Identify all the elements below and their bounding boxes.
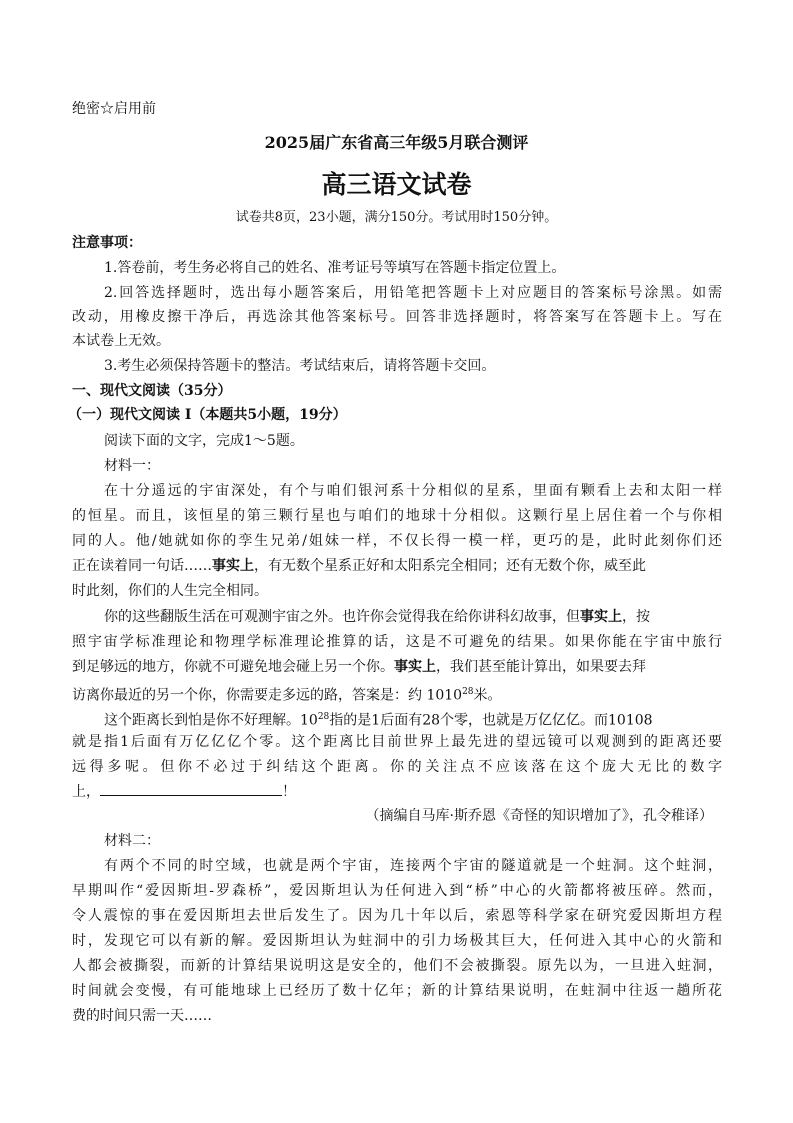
confidential-mark: 绝密☆启用前 bbox=[72, 101, 156, 117]
text-segment: 这个距离长到怕是你不好理解。10 bbox=[104, 712, 318, 729]
notice-heading: 注意事项： bbox=[72, 235, 142, 251]
subject-title: 高三语文试卷 bbox=[321, 170, 472, 199]
text-segment: 访离你最近的另一个你，你需要走多远的路，答案是：约 1010 bbox=[72, 687, 463, 704]
emphasis-text: 事实上 bbox=[580, 609, 622, 625]
text-segment: ，有无数个星系正好和太阳系完全相同；还有无数个你，威至此 bbox=[254, 558, 646, 574]
material-2-line-5: 人都会被撕裂，而新的计算结果说明这是安全的，他们不会被撕裂。原先以为，一旦进入蛀洞， bbox=[72, 958, 722, 974]
subsection-heading: （一）现代文阅读 I（本题共5小题，19分） bbox=[68, 407, 347, 423]
material-1-label: 材料一： bbox=[104, 458, 160, 474]
material-2-label: 材料二： bbox=[104, 833, 160, 849]
material-1-p3-line-2: 就是指1后面有万亿亿亿个零。这个距离比目前世界上最先进的望远镜可以观测到的距离还要 bbox=[72, 734, 722, 750]
material-1-p3-line-1 bbox=[104, 706, 722, 732]
emphasis-text: 事实上 bbox=[212, 558, 254, 574]
exam-info: 试卷共8页，23小题，满分150分。考试用时150分钟。 bbox=[235, 210, 558, 225]
section-heading: 一、现代文阅读（35分） bbox=[72, 383, 232, 399]
text-segment: 到足够远的地方，你就不可避免地会碰上另一个你。 bbox=[72, 659, 394, 675]
notice-item-3: 3.考生必须保持答题卡的整洁。考试结束后，请将答题卡交回。 bbox=[104, 358, 496, 374]
text-segment: ，我们甚至能计算出，如果要去拜 bbox=[436, 659, 646, 675]
material-2-line-1: 有两个不同的时空域，也就是两个宇宙，连接两个宇宙的隧道就是一个蛀洞。这个蛀洞， bbox=[104, 858, 722, 874]
text-segment: 正在读着同一句话…… bbox=[72, 558, 212, 574]
material-2-line-6: 时间就会变慢，有可能地球上已经历了数十亿年；新的计算结果说明，在蛀洞中往返一趟所花 bbox=[72, 983, 722, 999]
material-2-line-4: 时，发现它可以有新的解。爱因斯坦认为蛀洞中的引力场极其巨大，任何进入其中心的火箭和 bbox=[72, 933, 722, 949]
notice-item-2-line-3: 本试卷上无效。 bbox=[72, 333, 170, 349]
notice-item-1: 1.答卷前，考生务必将自己的姓名、准考证号等填写在答题卡指定位置上。 bbox=[104, 260, 566, 276]
material-1-source: （摘编自马库·斯乔恩《奇怪的知识增加了》，孔令稚译） bbox=[365, 808, 713, 824]
text-segment: 米。 bbox=[473, 687, 502, 704]
answer-blank bbox=[100, 781, 282, 796]
material-1-p2-line-2: 照宇宙学标准理论和物理学标准理论推算的话，这是不可避免的结果。如果你能在宇宙中旅行 bbox=[72, 634, 722, 650]
material-1-p1-line-3: 同的人。他/她就如你的孪生兄弟/姐妹一样，不仅长得一模一样，更巧的是，此时此刻你们还 bbox=[72, 533, 722, 549]
material-2-line-2: 早期叫作“爱因斯坦-罗森桥”，爱因斯坦认为任何进入到“桥”中心的火箭都将被压碎。然而， bbox=[72, 883, 722, 899]
material-2-line-3: 令人震惊的事在爱因斯坦去世后发生了。因为几十年以后，索恩等科学家在研究爱因斯坦方程 bbox=[72, 908, 722, 924]
text-segment: 指的是1后面有28个零，也就是万亿亿亿。而10108 bbox=[329, 712, 653, 729]
material-1-p1-line-5: 时此刻，你们的人生完全相同。 bbox=[72, 583, 268, 599]
reading-instruction: 阅读下面的文字，完成1～5题。 bbox=[104, 433, 304, 449]
material-1-p3-line-3: 远得多呢。但你不必过于纠结这个距离。你的关注点不应该落在这个庞大无比的数字 bbox=[72, 759, 722, 775]
text-segment: ！ bbox=[282, 784, 296, 800]
superscript: 28 bbox=[317, 712, 330, 722]
superscript: 28 bbox=[462, 687, 474, 697]
material-2-line-7: 费的时间只需一天…… bbox=[72, 1008, 212, 1024]
text-segment: ，按 bbox=[622, 609, 650, 625]
exam-title: 2025届广东省高三年级5月联合测评 bbox=[264, 133, 529, 152]
material-1-p3-line-4 bbox=[72, 781, 722, 803]
material-1-p1-line-2: 的恒星。而且，该恒星的第三颗行星也与咱们的地球十分相似。这颗行星上居住着一个与你相 bbox=[72, 508, 722, 524]
material-1-p1-line-1: 在十分遥远的宇宙深处，有个与咱们银河系十分相似的星系，里面有颗看上去和太阳一样 bbox=[104, 483, 722, 499]
notice-item-2-line-1: 2.回答选择题时，选出每小题答案后，用铅笔把答题卡上对应题目的答案标号涂黑。如需 bbox=[104, 285, 722, 301]
material-1-p1-line-4 bbox=[72, 555, 722, 577]
material-1-p2-line-1 bbox=[104, 606, 722, 628]
text-segment: 你的这些翻版生活在可观测宇宙之外。也许你会觉得我在给你讲科幻故事，但 bbox=[104, 609, 580, 625]
notice-item-2-line-2: 改动，用橡皮擦干净后，再选涂其他答案标号。回答非选择题时，将答案写在答题卡上。写在 bbox=[72, 309, 722, 325]
material-1-p2-line-4 bbox=[72, 681, 722, 707]
text-segment: 上， bbox=[72, 784, 100, 800]
material-1-p2-line-3 bbox=[72, 656, 722, 678]
emphasis-text: 事实上 bbox=[394, 659, 436, 675]
